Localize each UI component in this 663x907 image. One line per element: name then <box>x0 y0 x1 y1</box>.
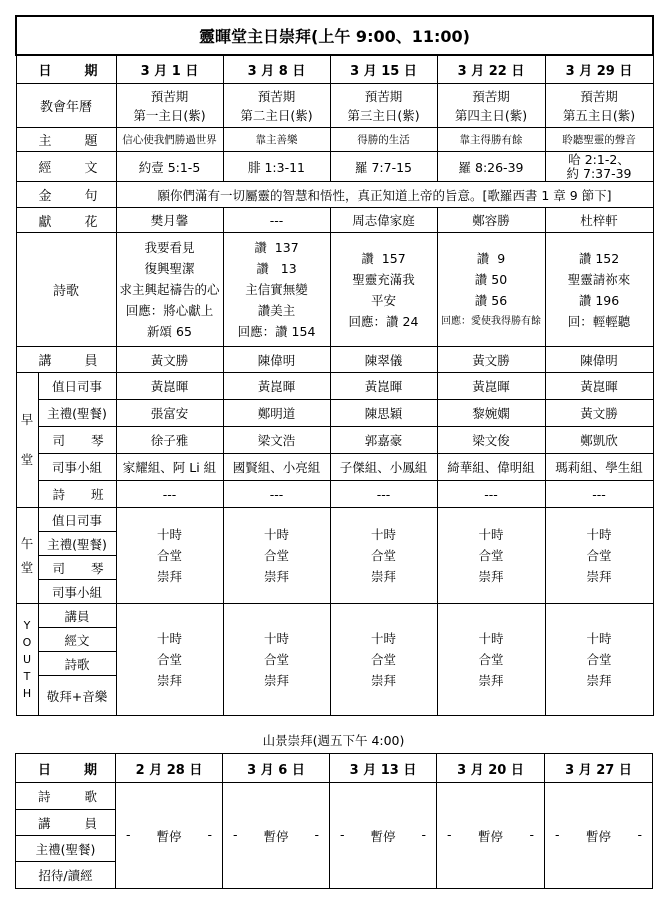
paused-cell: - 暫停 - <box>437 783 545 889</box>
combined-service-cell: 十時 合堂 崇拜 <box>545 508 653 604</box>
hymns-cell: 讚 137 讚 13 主信實無變 讚美主 回應：讚 154 <box>223 233 330 347</box>
combined-service-cell: 十時 合堂 崇拜 <box>223 604 330 716</box>
early-choir-row <box>16 481 653 508</box>
row-label: 主禮(聖餐) <box>38 532 116 556</box>
early-presider-row <box>16 400 653 427</box>
row-label: 講 員 <box>16 810 116 836</box>
theme-cell: 信心使我們勝過世界 <box>116 128 223 152</box>
row-label: 值日司事 <box>38 508 116 532</box>
date-cell: 3 月 1 日 <box>116 55 223 84</box>
row-label: 司事小組 <box>38 580 116 604</box>
combined-service-cell: 十時 合堂 崇拜 <box>116 508 223 604</box>
mountain-date-row <box>16 754 653 783</box>
early-cell: 黃文勝 <box>545 400 653 427</box>
early-cell: 黃崑暉 <box>330 373 437 400</box>
date-cell: 3 月 29 日 <box>545 55 653 84</box>
row-label: 司 琴 <box>38 556 116 580</box>
early-cell: 鄭凱欣 <box>545 427 653 454</box>
date-row <box>16 55 653 84</box>
hymns-cell: 我要看見 復興聖潔 求主興起禱告的心 回應：將心獻上 新頌 65 <box>116 233 223 347</box>
early-organist-row <box>16 427 653 454</box>
flowers-cell: 樊月馨 <box>116 208 223 233</box>
early-cell: 子傑組、小鳳組 <box>330 454 437 481</box>
early-cell: 黃崑暉 <box>437 373 545 400</box>
mountain-worship-caption: 山景崇拜(週五下午 4:00) <box>262 733 405 748</box>
hymns-cell: 讚 152 聖靈請祢來 讚 196 回：輕輕聽 <box>545 233 653 347</box>
early-cell: --- <box>223 481 330 508</box>
early-cell: 徐子雅 <box>116 427 223 454</box>
early-cell: 黃崑暉 <box>545 373 653 400</box>
date-cell: 3 月 22 日 <box>437 55 545 84</box>
row-label: 詩歌 <box>38 652 116 676</box>
church-year-cell: 預苦期 第一主日(紫) <box>116 84 223 128</box>
church-year-cell: 預苦期 第五主日(紫) <box>545 84 653 128</box>
golden-verse-text: 願你們滿有一切屬靈的智慧和悟性，真正知道上帝的旨意。[歌羅西書 1 章 9 節下] <box>116 182 653 208</box>
speaker-cell: 陳翠儀 <box>330 347 437 373</box>
speaker-cell: 黃文勝 <box>437 347 545 373</box>
noon-duty-row <box>16 508 653 532</box>
church-year-cell: 預苦期 第四主日(紫) <box>437 84 545 128</box>
combined-service-cell: 十時 合堂 崇拜 <box>330 508 437 604</box>
theme-cell: 得勝的生活 <box>330 128 437 152</box>
date-label: 日 期 <box>16 55 116 84</box>
church-year-cell: 預苦期 第二主日(紫) <box>223 84 330 128</box>
church-year-cell: 預苦期 第三主日(紫) <box>330 84 437 128</box>
date-cell: 3 月 6 日 <box>223 754 330 783</box>
row-label: 敬拜+音樂 <box>38 676 116 716</box>
early-cell: 郭嘉豪 <box>330 427 437 454</box>
row-label: 詩 歌 <box>16 783 116 810</box>
combined-service-cell: 十時 合堂 崇拜 <box>437 604 545 716</box>
early-usher-row <box>16 454 653 481</box>
combined-service-cell: 十時 合堂 崇拜 <box>223 508 330 604</box>
scripture-cell: 哈 2:1-2、 約 7:37-39 <box>545 152 653 182</box>
early-cell: 黃崑暉 <box>116 373 223 400</box>
flowers-row <box>16 208 653 233</box>
scripture-cell: 羅 7:7-15 <box>330 152 437 182</box>
combined-service-cell: 十時 合堂 崇拜 <box>545 604 653 716</box>
row-label: 主禮(聖餐) <box>16 836 116 862</box>
flowers-cell: 周志偉家庭 <box>330 208 437 233</box>
flowers-cell: --- <box>223 208 330 233</box>
paused-cell: - 暫停 - <box>223 783 330 889</box>
golden-verse-label: 金 句 <box>16 182 116 208</box>
theme-cell: 聆聽聖靈的聲音 <box>545 128 653 152</box>
early-cell: 梁文俊 <box>437 427 545 454</box>
hymns-cell: 讚 9 讚 50 讚 56 回應：愛使我得勝有餘 <box>437 233 545 347</box>
youth-label: Y O U T H <box>16 604 38 716</box>
early-cell: 國賢組、小亮組 <box>223 454 330 481</box>
date-label: 日 期 <box>16 754 116 783</box>
early-cell: --- <box>437 481 545 508</box>
sunday-worship-table <box>15 15 654 716</box>
combined-service-cell: 十時 合堂 崇拜 <box>437 508 545 604</box>
row-label: 司事小組 <box>38 454 116 481</box>
scripture-cell: 腓 1:3-11 <box>223 152 330 182</box>
theme-cell: 靠主善樂 <box>223 128 330 152</box>
early-cell: 綺華組、偉明組 <box>437 454 545 481</box>
early-cell: 梁文浩 <box>223 427 330 454</box>
early-cell: 黃崑暉 <box>223 373 330 400</box>
row-label: 詩 班 <box>38 481 116 508</box>
theme-row <box>16 128 653 152</box>
paused-cell: - 暫停 - <box>116 783 223 889</box>
date-cell: 3 月 13 日 <box>330 754 437 783</box>
early-cell: 陳思穎 <box>330 400 437 427</box>
paused-cell: - 暫停 - <box>330 783 437 889</box>
scripture-row <box>16 152 653 182</box>
noon-service-label: 午 堂 <box>16 508 38 604</box>
row-label: 招待/讀經 <box>16 862 116 889</box>
flowers-cell: 鄭容勝 <box>437 208 545 233</box>
date-cell: 2 月 28 日 <box>116 754 223 783</box>
row-label: 經文 <box>38 628 116 652</box>
early-duty-row <box>16 373 653 400</box>
early-cell: --- <box>116 481 223 508</box>
church-year-label: 教會年曆 <box>16 84 116 128</box>
speaker-cell: 黃文勝 <box>116 347 223 373</box>
row-label: 主禮(聖餐) <box>38 400 116 427</box>
combined-service-cell: 十時 合堂 崇拜 <box>330 604 437 716</box>
paused-cell: - 暫停 - <box>545 783 653 889</box>
scripture-label: 經 文 <box>16 152 116 182</box>
youth-speaker-row <box>16 604 653 628</box>
hymns-row <box>16 233 653 347</box>
theme-label: 主 題 <box>16 128 116 152</box>
theme-cell: 靠主得勝有餘 <box>437 128 545 152</box>
page-title: 靈暉堂主日崇拜(上午 9:00、11:00) <box>16 16 653 55</box>
hymns-label: 詩歌 <box>16 233 116 347</box>
golden-verse-row <box>16 182 653 208</box>
mountain-hymns-row <box>16 783 653 810</box>
flowers-label: 獻 花 <box>16 208 116 233</box>
early-cell: --- <box>330 481 437 508</box>
early-cell: 張富安 <box>116 400 223 427</box>
speaker-row <box>16 347 653 373</box>
church-year-row <box>16 84 653 128</box>
early-cell: 瑪莉組、學生組 <box>545 454 653 481</box>
early-service-label: 早 堂 <box>16 373 38 508</box>
scripture-cell: 羅 8:26-39 <box>437 152 545 182</box>
early-cell: 家耀組、阿 Li 組 <box>116 454 223 481</box>
date-cell: 3 月 15 日 <box>330 55 437 84</box>
speaker-cell: 陳偉明 <box>545 347 653 373</box>
row-label: 值日司事 <box>38 373 116 400</box>
flowers-cell: 杜梓軒 <box>545 208 653 233</box>
row-label: 講員 <box>38 604 116 628</box>
hymns-cell: 讚 157 聖靈充滿我 平安 回應：讚 24 <box>330 233 437 347</box>
mountain-worship-table <box>15 753 653 889</box>
date-cell: 3 月 27 日 <box>545 754 653 783</box>
row-label: 司 琴 <box>38 427 116 454</box>
speaker-cell: 陳偉明 <box>223 347 330 373</box>
early-cell: 黎婉嫻 <box>437 400 545 427</box>
date-cell: 3 月 8 日 <box>223 55 330 84</box>
speaker-label: 講 員 <box>16 347 116 373</box>
early-cell: 鄭明道 <box>223 400 330 427</box>
scripture-cell: 約壹 5:1-5 <box>116 152 223 182</box>
date-cell: 3 月 20 日 <box>437 754 545 783</box>
early-cell: --- <box>545 481 653 508</box>
combined-service-cell: 十時 合堂 崇拜 <box>116 604 223 716</box>
